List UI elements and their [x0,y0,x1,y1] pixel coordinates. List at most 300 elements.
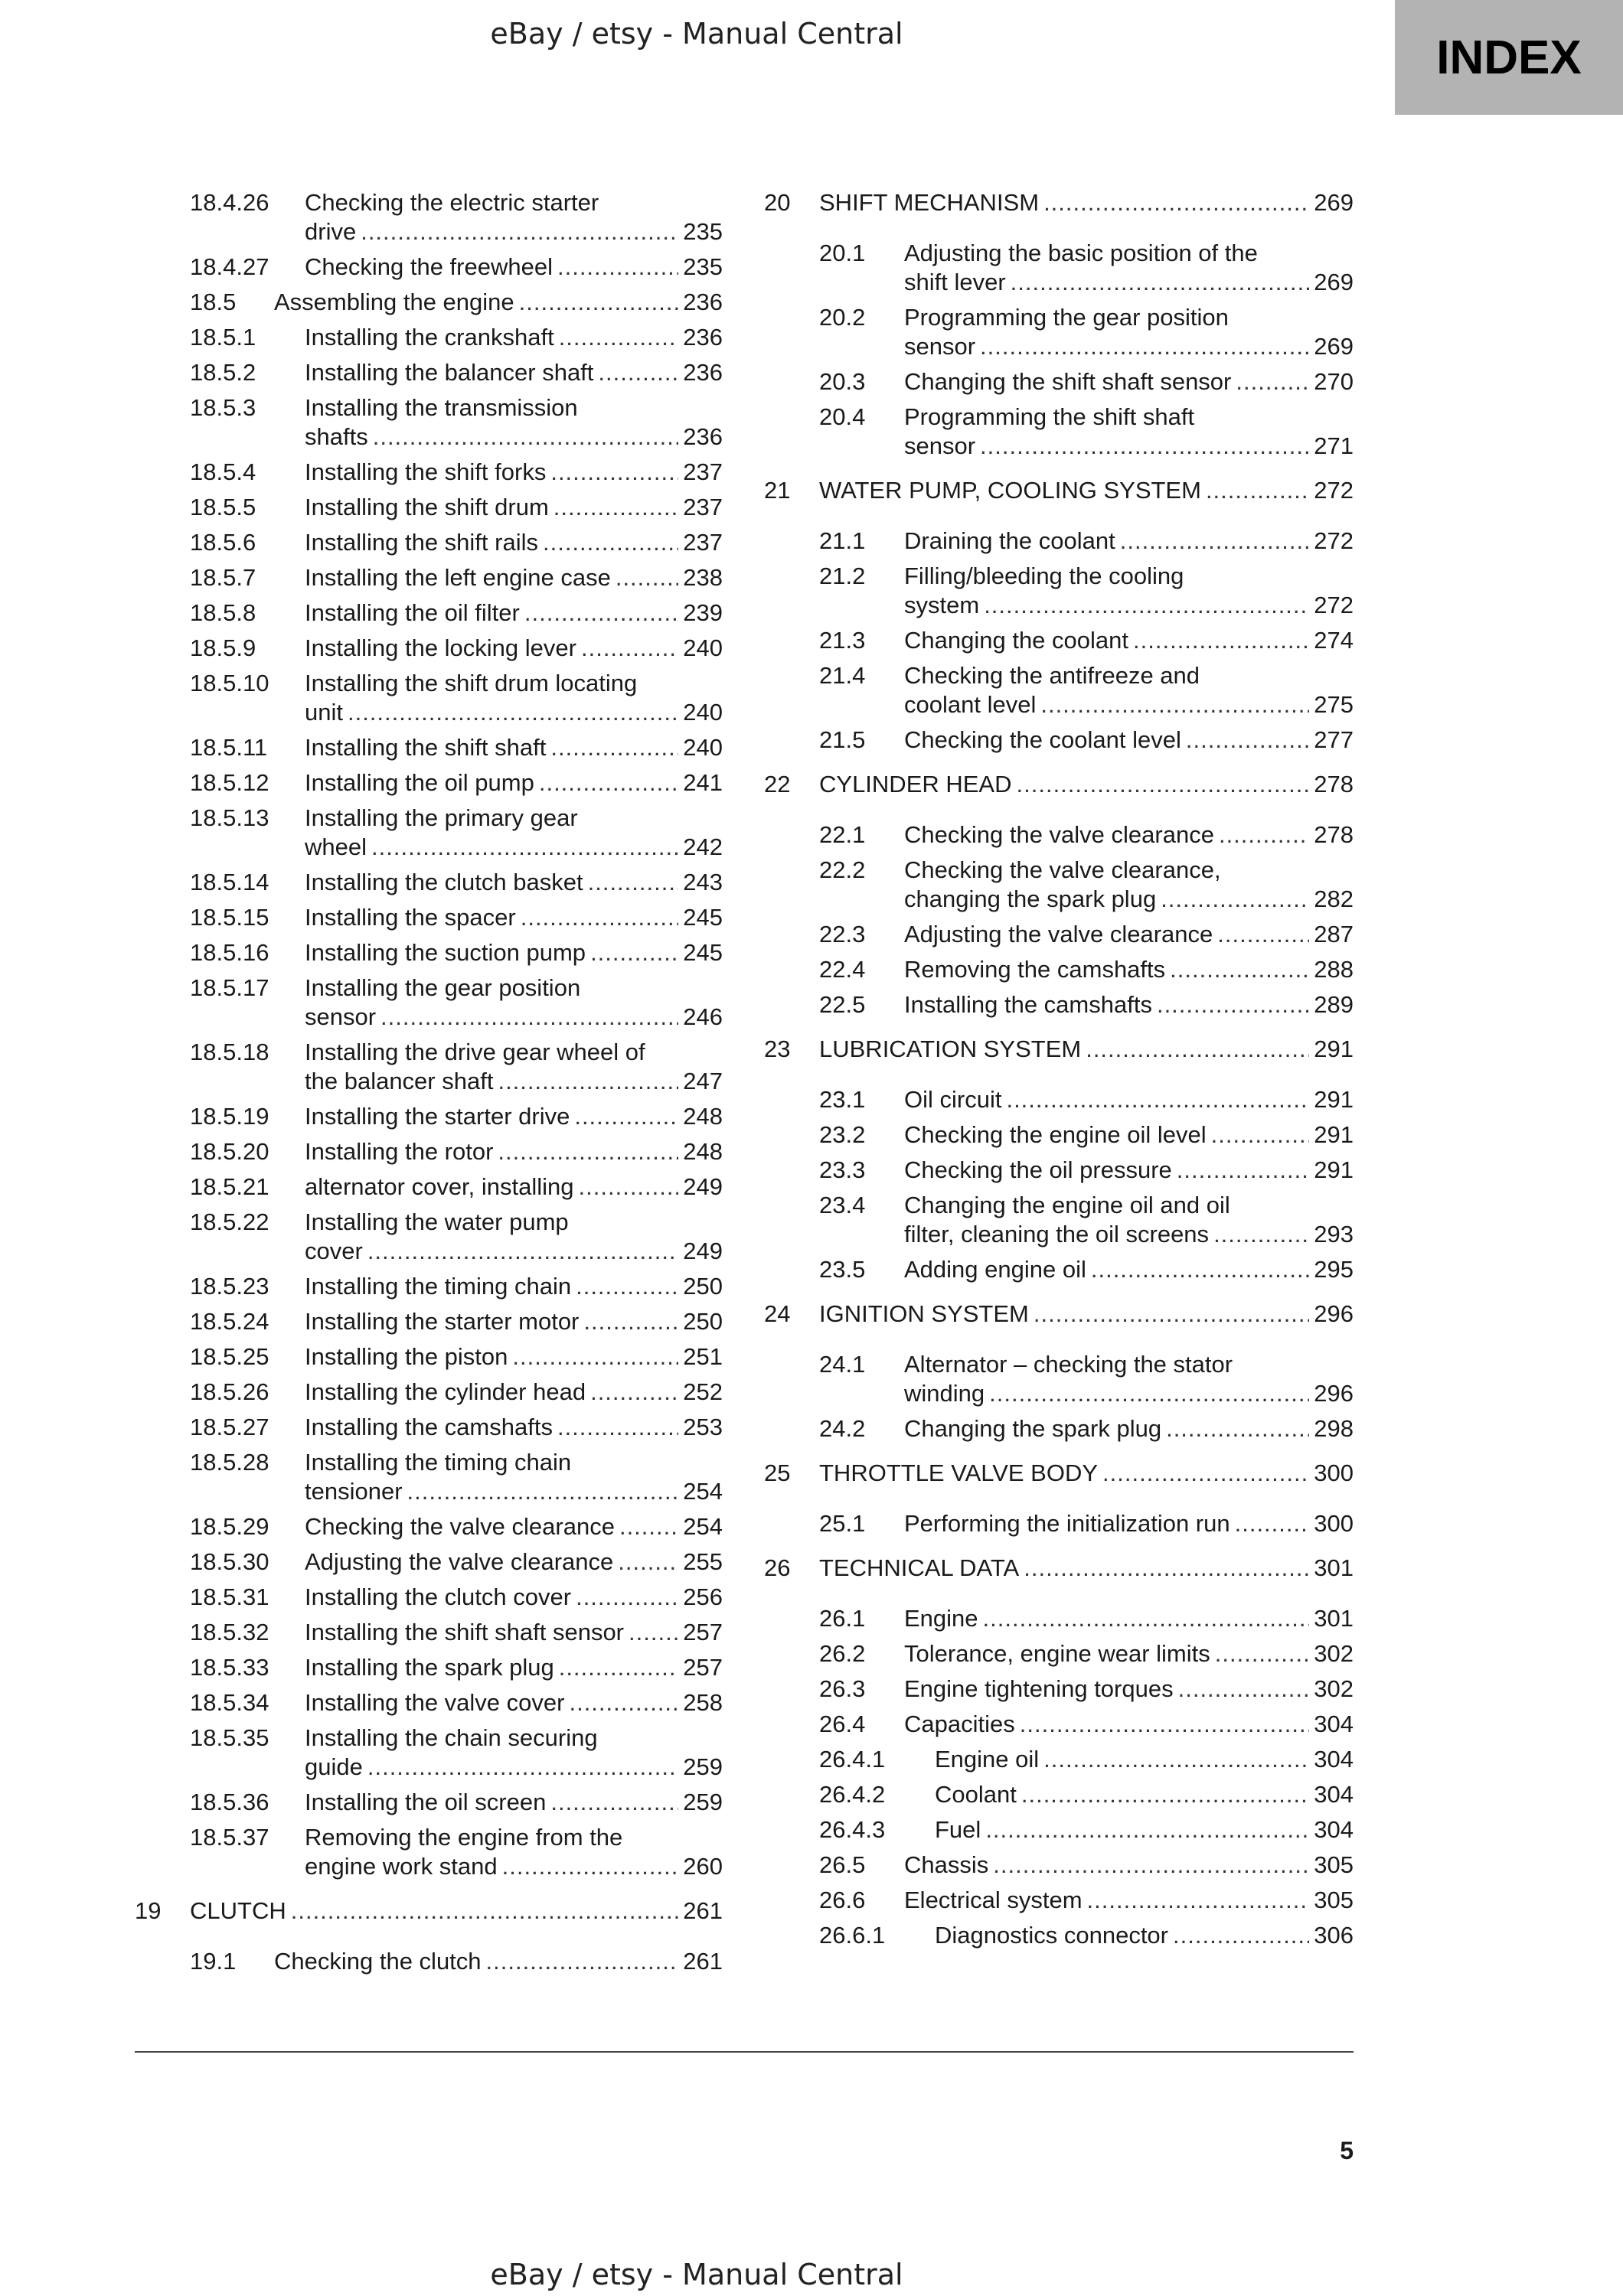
toc-number: 26 [764,1554,791,1581]
toc-number: 23.3 [819,1156,866,1183]
toc-entry[interactable] [764,990,1354,1019]
toc-title: Installing the crankshaft [305,324,554,351]
toc-number: 18.5.8 [190,599,256,626]
toc-entry[interactable] [764,1921,1354,1950]
toc-title: Checking the electric starter [305,189,599,216]
dot-leader [983,1604,1310,1633]
dot-leader [361,217,678,246]
toc-entry[interactable] [135,288,723,317]
toc-page-number: 252 [683,1378,723,1405]
toc-title-continued: drive [305,218,357,245]
toc-title: Checking the valve clearance [904,821,1214,848]
toc-title: CLUTCH [190,1897,286,1924]
toc-title: Installing the primary gear [305,804,578,831]
toc-entry[interactable] [135,669,723,727]
toc-entry[interactable] [764,1156,1354,1185]
dot-leader [1017,770,1310,799]
toc-left-column [135,188,723,1982]
toc-page-number: 245 [683,904,723,931]
toc-title: Chassis [904,1851,989,1878]
toc-entry[interactable] [135,358,723,387]
toc-title: Installing the shift drum [305,494,549,520]
toc-entry[interactable] [135,868,723,897]
toc-page-number: 249 [683,1173,723,1200]
toc-entry[interactable] [764,1604,1354,1633]
toc-entry[interactable] [135,1342,723,1371]
toc-entry[interactable] [764,661,1354,719]
toc-entry[interactable] [764,856,1354,914]
toc-number: 18.5.16 [190,939,269,966]
dot-leader [1040,690,1309,719]
toc-number: 18.5.15 [190,904,269,931]
toc-number: 20.3 [819,368,866,395]
toc-number: 18.5.1 [190,324,256,351]
toc-entry[interactable] [764,239,1354,297]
toc-number: 18.5.34 [190,1689,269,1716]
toc-page-number: 302 [1314,1675,1354,1702]
toc-entry[interactable] [135,634,723,663]
toc-title: IGNITION SYSTEM [819,1300,1029,1327]
toc-title: Installing the spark plug [305,1654,554,1681]
dot-leader [984,591,1309,620]
dot-leader [1235,1509,1310,1538]
toc-number: 18.5.24 [190,1308,269,1335]
toc-page-number: 305 [1314,1887,1354,1913]
toc-entry[interactable] [135,1823,723,1881]
dot-leader [590,938,678,967]
toc-entry[interactable] [764,527,1354,556]
dot-leader [1087,1886,1310,1915]
toc-entry[interactable] [764,1350,1354,1408]
toc-entry[interactable] [135,598,723,628]
toc-entry[interactable] [135,1448,723,1506]
toc-title: Installing the clutch basket [305,869,583,895]
toc-page-number: 235 [683,218,723,245]
toc-number: 18.5.27 [190,1414,269,1440]
dot-leader [1021,1780,1309,1809]
toc-page-number: 300 [1314,1510,1354,1537]
toc-title: CYLINDER HEAD [819,771,1012,797]
toc-entry[interactable] [135,1724,723,1782]
toc-number: 18.5.20 [190,1138,269,1165]
toc-title: Engine tightening torques [904,1675,1174,1702]
toc-entry[interactable] [764,1851,1354,1880]
toc-title: Checking the valve clearance [305,1513,615,1540]
toc-number: 26.4 [819,1711,866,1737]
toc-chapter-entry[interactable] [135,1896,723,1926]
dot-leader [557,1413,678,1442]
toc-number: 21.5 [819,726,866,753]
dot-leader [579,1172,679,1202]
toc-title: Installing the cylinder head [305,1378,586,1405]
toc-entry[interactable] [764,1414,1354,1443]
toc-number: 23.1 [819,1086,866,1113]
dot-leader [1161,885,1309,914]
toc-chapter-entry[interactable] [764,1459,1354,1488]
toc-page-number: 256 [683,1583,723,1610]
toc-title: Installing the piston [305,1343,508,1370]
toc-entry[interactable] [135,1378,723,1407]
toc-page-number: 269 [1314,333,1354,360]
toc-entry[interactable] [135,1272,723,1301]
toc-entry[interactable] [135,903,723,932]
toc-chapter-entry[interactable] [764,476,1354,505]
toc-entry[interactable] [135,1208,723,1266]
dot-leader [498,1067,678,1096]
toc-entry[interactable] [135,1583,723,1612]
dot-leader [502,1852,679,1881]
dot-leader [554,493,679,522]
toc-title-continued: filter, cleaning the oil screens [904,1221,1210,1247]
dot-leader [519,288,679,317]
toc-page-number: 306 [1314,1922,1354,1949]
toc-title: Electrical system [904,1887,1083,1913]
toc-page-number: 305 [1314,1851,1354,1878]
toc-title: Checking the freewheel [305,253,553,280]
toc-entry[interactable] [764,626,1354,655]
toc-page-number: 240 [683,734,723,761]
toc-entry[interactable] [135,1653,723,1682]
toc-entry[interactable] [764,1745,1354,1774]
dot-leader [980,332,1309,361]
toc-number: 21 [764,477,791,504]
toc-entry[interactable] [135,253,723,282]
dot-leader [581,634,678,663]
toc-page-number: 295 [1314,1256,1354,1283]
toc-page-number: 288 [1314,956,1354,983]
toc-entry[interactable] [135,1137,723,1166]
toc-title: Checking the coolant level [904,726,1181,753]
toc-entry[interactable] [135,1102,723,1131]
dot-leader [1186,726,1309,755]
toc-page-number: 235 [683,253,723,280]
toc-number: 18.5 [190,289,237,315]
toc-number: 18.5.17 [190,974,269,1001]
toc-title-continued: unit [305,699,343,726]
dot-leader [543,528,678,557]
dot-leader [373,422,679,452]
toc-number: 22.5 [819,991,866,1018]
toc-page-number: 274 [1314,627,1354,654]
dot-leader [524,598,678,628]
toc-page-number: 250 [683,1308,723,1335]
toc-page-number: 304 [1314,1816,1354,1843]
toc-entry[interactable] [135,974,723,1032]
toc-page-number: 270 [1314,368,1354,395]
toc-number: 19 [135,1897,162,1924]
toc-number: 26.4.1 [819,1746,886,1773]
toc-title: Tolerance, engine wear limits [904,1640,1210,1667]
toc-entry[interactable] [764,726,1354,755]
dot-leader [1120,527,1310,556]
toc-page-number: 277 [1314,726,1354,753]
toc-number: 18.5.28 [190,1449,269,1476]
toc-page-number: 239 [683,599,723,626]
toc-entry[interactable] [764,820,1354,850]
toc-title: Installing the left engine case [305,564,611,591]
toc-number: 25.1 [819,1510,866,1537]
dot-leader [569,1688,678,1717]
toc-title: Installing the timing chain [305,1273,572,1300]
toc-title: Installing the shift rails [305,529,538,556]
toc-title: Engine [904,1605,978,1632]
toc-page-number: 293 [1314,1221,1354,1247]
dot-leader [1102,1459,1309,1488]
toc-title: Assembling the engine [274,289,514,315]
toc-title-continued: changing the spark plug [904,885,1157,912]
toc-number: 23.2 [819,1121,866,1148]
toc-chapter-entry[interactable] [764,188,1354,217]
toc-number: 18.5.30 [190,1548,269,1575]
toc-number: 18.5.31 [190,1583,269,1610]
toc-entry[interactable] [135,768,723,797]
toc-page-number: 278 [1314,821,1354,848]
toc-page-number: 271 [1314,432,1354,459]
page-number: 5 [1340,2137,1354,2164]
toc-title: Checking the engine oil level [904,1121,1207,1148]
toc-entry[interactable] [135,1688,723,1717]
toc-page-number: 236 [683,359,723,386]
toc-title: Fuel [935,1816,981,1843]
toc-entry[interactable] [135,1548,723,1577]
toc-number: 18.5.7 [190,564,256,591]
toc-page-number: 269 [1314,189,1354,216]
toc-page-number: 238 [683,564,723,591]
toc-entry[interactable] [764,1639,1354,1668]
dot-leader [1034,1300,1309,1329]
toc-title: Installing the shift shaft [305,734,547,761]
toc-entry[interactable] [764,1886,1354,1915]
dot-leader [583,1307,678,1336]
toc-page-number: 257 [683,1619,723,1645]
dot-leader [539,768,678,797]
toc-entry[interactable] [135,528,723,557]
toc-entry[interactable] [764,1191,1354,1249]
toc-number: 26.3 [819,1675,866,1702]
toc-entry[interactable] [764,367,1354,396]
dot-leader [980,432,1309,461]
toc-page-number: 250 [683,1273,723,1300]
toc-entry[interactable] [764,403,1354,461]
toc-title: Installing the rotor [305,1138,494,1165]
toc-chapter-entry[interactable] [764,770,1354,799]
toc-page-number: 251 [683,1343,723,1370]
toc-page-number: 269 [1314,269,1354,295]
dot-leader [1219,820,1309,850]
toc-number: 18.5.3 [190,394,256,421]
toc-number: 18.5.29 [190,1513,269,1540]
toc-entry[interactable] [764,1815,1354,1844]
toc-title-continued: winding [904,1380,985,1407]
toc-title: WATER PUMP, COOLING SYSTEM [819,477,1201,504]
toc-entry[interactable] [135,1947,723,1976]
toc-page-number: 260 [683,1853,723,1880]
toc-entry[interactable] [135,804,723,862]
toc-title: Adjusting the valve clearance [904,921,1213,947]
toc-entry[interactable] [764,1509,1354,1538]
toc-entry[interactable] [135,1038,723,1096]
toc-number: 18.5.11 [190,734,268,761]
toc-entry[interactable] [135,733,723,762]
toc-page-number: 289 [1314,991,1354,1018]
toc-entry[interactable] [764,562,1354,620]
toc-entry[interactable] [135,1512,723,1541]
toc-title: Diagnostics connector [935,1922,1168,1949]
dot-leader [1177,1156,1309,1185]
toc-title-continued: sensor [305,1003,377,1030]
toc-page-number: 258 [683,1689,723,1716]
toc-number: 26.1 [819,1605,866,1632]
toc-entry[interactable] [135,493,723,522]
toc-title: Filling/bleeding the cooling [904,563,1184,589]
toc-title-continued: system [904,592,980,618]
toc-title: Changing the coolant [904,627,1129,654]
dot-leader [550,733,678,762]
toc-entry[interactable] [764,1675,1354,1704]
toc-entry[interactable] [135,393,723,452]
toc-number: 19.1 [190,1948,237,1975]
toc-title: Draining the coolant [904,527,1115,554]
toc-title: Changing the shift shaft sensor [904,368,1232,395]
toc-title: LUBRICATION SYSTEM [819,1035,1082,1062]
toc-chapter-entry[interactable] [764,1035,1354,1064]
dot-leader [1170,955,1309,984]
index-tab[interactable]: INDEX [1395,0,1623,115]
toc-entry[interactable] [135,458,723,487]
toc-title: Installing the water pump [305,1208,569,1235]
dot-leader [576,1583,678,1612]
toc-entry[interactable] [135,1618,723,1647]
dot-leader [1043,188,1309,217]
toc-number: 26.6 [819,1887,866,1913]
toc-entry[interactable] [135,1413,723,1442]
toc-number: 18.5.35 [190,1724,269,1751]
toc-page-number: 275 [1314,691,1354,718]
toc-number: 18.5.10 [190,670,269,696]
toc-title: Capacities [904,1711,1015,1737]
dot-leader [598,358,678,387]
toc-entry[interactable] [135,563,723,592]
toc-entry[interactable] [135,323,723,352]
toc-page-number: 291 [1314,1086,1354,1113]
dot-leader [616,563,678,592]
toc-page-number: 248 [683,1138,723,1165]
dot-leader [367,1237,678,1266]
toc-page-number: 296 [1314,1380,1354,1407]
toc-title: Installing the oil pump [305,769,534,796]
toc-number: 18.5.22 [190,1208,269,1235]
dot-leader [367,1753,678,1782]
toc-page-number: 254 [683,1478,723,1505]
dot-leader [1091,1255,1309,1284]
dot-leader [1215,1639,1310,1668]
dot-leader [348,698,678,727]
dot-leader [550,1788,678,1817]
toc-title: Changing the spark plug [904,1415,1162,1442]
toc-entry[interactable] [135,1788,723,1817]
toc-entry[interactable] [764,1780,1354,1809]
toc-title: Installing the gear position [305,974,581,1001]
toc-entry[interactable] [135,938,723,967]
toc-number: 23 [764,1035,791,1062]
toc-page-number: 237 [683,458,723,485]
toc-title: Adjusting the valve clearance [305,1548,614,1575]
toc-title: Installing the starter motor [305,1308,580,1335]
dot-leader [1006,1085,1309,1114]
toc-title-continued: sensor [904,432,976,459]
toc-entry[interactable] [764,1710,1354,1739]
dot-leader [1133,626,1309,655]
toc-number: 18.5.26 [190,1378,269,1405]
toc-title: Installing the valve cover [305,1689,565,1716]
toc-page-number: 261 [683,1948,723,1975]
toc-number: 23.5 [819,1256,866,1283]
dot-leader [574,1102,678,1131]
toc-number: 21.3 [819,627,866,654]
dot-leader [498,1137,678,1166]
toc-title: alternator cover, installing [305,1173,574,1200]
toc-entry[interactable] [764,1085,1354,1114]
dot-leader [512,1342,678,1371]
toc-entry[interactable] [135,1172,723,1202]
toc-page-number: 261 [683,1897,723,1924]
toc-entry[interactable] [135,188,723,246]
dot-leader [521,903,679,932]
toc-title: Alternator – checking the stator [904,1351,1233,1378]
dot-leader [1157,990,1309,1019]
toc-title: Programming the shift shaft [904,403,1195,430]
dot-leader [380,1003,678,1032]
dot-leader [1173,1921,1309,1950]
toc-page-number: 240 [683,634,723,661]
toc-page-number: 301 [1314,1605,1354,1632]
toc-page-number: 249 [683,1238,723,1264]
toc-page-number: 257 [683,1654,723,1681]
watermark-bottom: eBay / etsy - Manual Central [490,2258,903,2291]
toc-number: 18.5.9 [190,634,256,661]
toc-title: Installing the spacer [305,904,516,931]
toc-entry[interactable] [764,1255,1354,1284]
toc-number: 21.4 [819,662,866,689]
dot-leader [1213,1220,1309,1249]
toc-entry[interactable] [764,920,1354,949]
dot-leader [557,253,678,282]
toc-title-continued: the balancer shaft [305,1068,494,1094]
toc-chapter-entry[interactable] [764,1554,1354,1583]
toc-page-number: 259 [683,1753,723,1780]
toc-entry[interactable] [764,303,1354,361]
toc-entry[interactable] [135,1307,723,1336]
toc-chapter-entry[interactable] [764,1300,1354,1329]
toc-number: 20 [764,189,791,216]
dot-leader [407,1477,679,1506]
toc-number: 23.4 [819,1192,866,1218]
toc-title-continued: coolant level [904,691,1037,718]
dot-leader [1206,476,1309,505]
dot-leader [559,1653,679,1682]
toc-entry[interactable] [764,1120,1354,1150]
toc-number: 20.1 [819,240,866,266]
footer-divider [135,2051,1354,2053]
dot-leader [1011,268,1310,297]
dot-leader [1086,1035,1309,1064]
toc-page-number: 237 [683,529,723,556]
toc-entry[interactable] [764,955,1354,984]
toc-number: 18.5.36 [190,1789,269,1815]
dot-leader [1178,1675,1310,1704]
toc-page-number: 298 [1314,1415,1354,1442]
toc-title: Installing the timing chain [305,1449,572,1476]
